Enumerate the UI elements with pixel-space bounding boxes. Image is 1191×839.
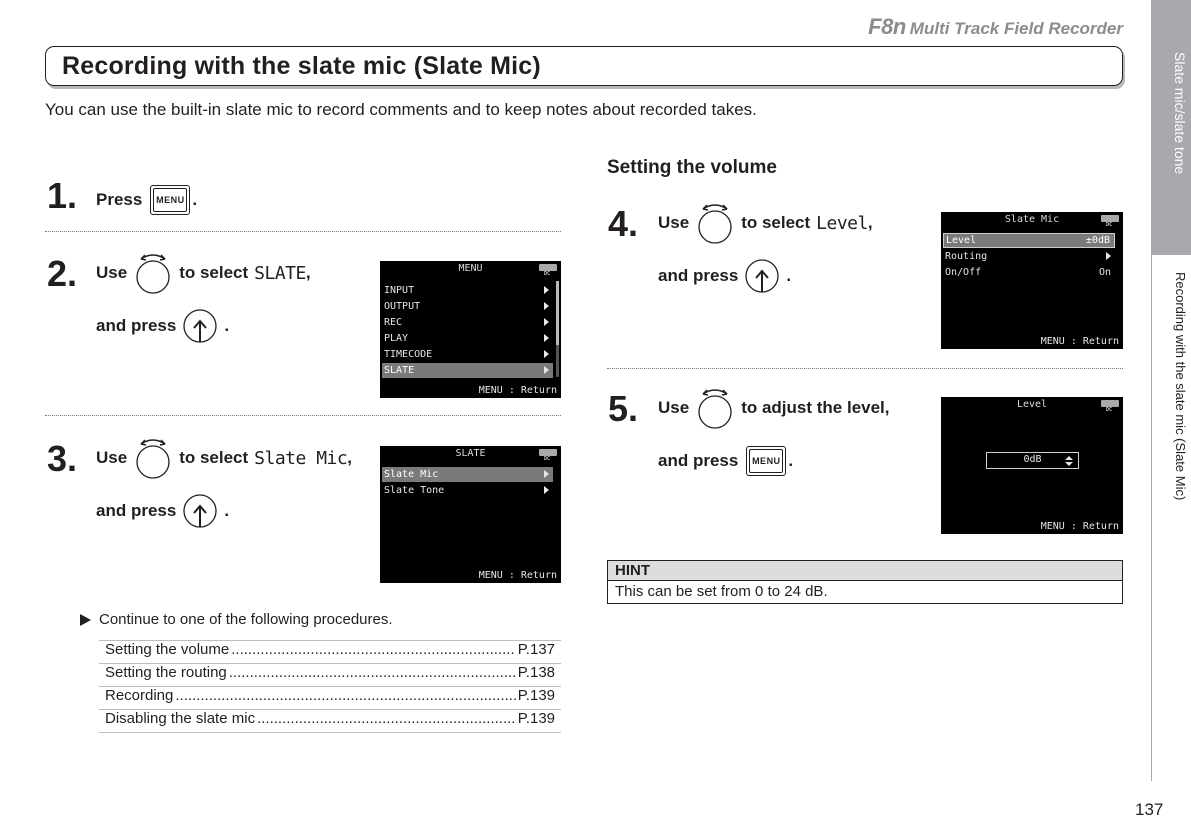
page-number: 137 — [1135, 800, 1164, 819]
lcd-slate-screen — [380, 446, 561, 583]
lcd-menu-screen — [380, 261, 561, 398]
page-title: Recording with the slate mic (Slate Mic) — [62, 51, 541, 80]
step-2-comma: , — [305, 263, 311, 282]
lcd-slate-mic-footer: MENU : Return — [1040, 336, 1119, 347]
lcd-slate-mic-screen — [941, 212, 1123, 349]
lcd-slate-mic-value: On — [1098, 267, 1111, 278]
section-heading: Setting the volume — [607, 157, 777, 178]
procedure-page: P.138 — [517, 664, 555, 681]
lcd-slate-mic-title: Slate Mic — [1004, 214, 1060, 225]
arrow-up-icon — [1065, 456, 1073, 460]
lcd-menu-item-label: INPUT — [384, 285, 415, 296]
procedure-label: Setting the routing — [105, 664, 227, 681]
step-4-line-2 — [658, 254, 791, 298]
procedure-page: P.139 — [517, 687, 555, 704]
hint-box — [607, 560, 1123, 604]
step-2-and-press: and press — [96, 316, 177, 335]
procedure-label: Disabling the slate mic — [105, 710, 256, 727]
lcd-slate-item-label: Slate Tone — [384, 485, 445, 496]
step-1-number: 1. — [47, 175, 78, 216]
step-2-line-1 — [96, 248, 311, 298]
lcd-menu-item-label: REC — [384, 317, 403, 328]
procedure-link[interactable] — [99, 687, 561, 710]
intro-text: You can use the built-in slate mic to record comments and to keep notes about recorded takes. — [45, 100, 757, 119]
procedure-label: Setting the volume — [105, 641, 230, 658]
step-4-number: 4. — [608, 203, 639, 244]
step-2-line-2 — [96, 304, 229, 348]
separator-1 — [45, 231, 561, 232]
procedure-link[interactable] — [99, 710, 561, 733]
step-2-use-word: Use — [96, 263, 128, 282]
hint-text: This can be set from 0 to 24 dB. — [615, 583, 828, 600]
dial-press-icon — [180, 304, 220, 348]
step-4-to-select: to select — [741, 213, 811, 232]
lcd-level-title: Level — [1016, 399, 1048, 410]
step-1-period: . — [192, 190, 198, 209]
separator-2 — [45, 415, 561, 416]
arrow-right-icon — [544, 286, 549, 294]
side-section-label: Slate mic/slate tone — [1172, 52, 1188, 175]
lcd-slate-item-label: Slate Mic — [384, 469, 439, 480]
hint-label: HINT — [608, 561, 1122, 581]
title-box — [45, 46, 1123, 86]
arrow-right-icon — [544, 318, 549, 326]
step-2-item: SLATE — [254, 262, 306, 284]
lcd-menu-footer: MENU : Return — [478, 385, 557, 396]
step-2-period: . — [224, 316, 230, 335]
battery-icon — [539, 449, 557, 463]
step-3-period: . — [224, 501, 230, 520]
arrow-right-icon — [544, 350, 549, 358]
procedure-label: Recording — [105, 687, 174, 704]
step-5-to-adjust: to adjust the level, — [741, 398, 890, 417]
lcd-level-screen — [941, 397, 1123, 534]
lcd-slate-mic-item — [943, 265, 1115, 280]
menu-key-label: MENU — [156, 195, 185, 205]
menu-key-label: MENU — [752, 456, 781, 466]
arrow-down-icon — [1065, 462, 1073, 466]
lcd-slate-mic-item-selected — [943, 233, 1115, 248]
lcd-slate-footer: MENU : Return — [478, 570, 557, 581]
lcd-level-value: 0dB — [1023, 454, 1042, 465]
lcd-slate-mic-label: Level — [946, 235, 977, 246]
step-5-line-1 — [658, 383, 890, 433]
battery-label: DC — [1106, 222, 1113, 228]
step-2-to-select: to select — [179, 263, 249, 282]
dial-icon — [695, 201, 735, 245]
procedure-link[interactable] — [99, 641, 561, 664]
lcd-level-footer: MENU : Return — [1040, 521, 1119, 532]
lcd-menu-item — [382, 347, 553, 362]
header-product-name: Multi Track Field Recorder — [909, 19, 1123, 38]
dial-icon — [133, 436, 173, 480]
arrow-right-icon — [1106, 252, 1111, 260]
procedure-list — [99, 640, 561, 733]
lcd-menu-item — [382, 331, 553, 346]
separator-3 — [607, 368, 1123, 369]
lcd-menu-item-label: SLATE — [384, 365, 415, 376]
arrow-right-icon — [544, 366, 549, 374]
lcd-slate-item — [382, 483, 553, 498]
side-subsection-label: Recording with the slate mic (Slate Mic) — [1173, 272, 1188, 501]
dial-icon — [695, 386, 735, 430]
step-5-period: . — [788, 451, 794, 470]
lcd-slate-mic-item — [943, 249, 1115, 264]
step-3-and-press: and press — [96, 501, 177, 520]
step-1-line — [96, 184, 197, 216]
step-5-number: 5. — [608, 388, 639, 429]
battery-label: DC — [1106, 407, 1113, 413]
step-5-use-word: Use — [658, 398, 690, 417]
step-3-number: 3. — [47, 438, 78, 479]
dial-press-icon — [742, 254, 782, 298]
lcd-menu-item-label: TIMECODE — [384, 349, 433, 360]
lcd-scrollbar — [556, 281, 559, 377]
lcd-menu-item-selected — [382, 363, 553, 378]
lcd-slate-item-selected — [382, 467, 553, 482]
arrow-right-icon — [544, 470, 549, 478]
battery-label: DC — [544, 271, 551, 277]
step-3-comma: , — [347, 448, 352, 467]
procedure-link[interactable] — [99, 664, 561, 687]
battery-label: DC — [544, 456, 551, 462]
lcd-slate-mic-label: Routing — [945, 251, 988, 262]
arrow-right-icon — [544, 302, 549, 310]
step-2-number: 2. — [47, 253, 78, 294]
continue-text: Continue to one of the following procedures. — [99, 611, 393, 628]
triangle-bullet-icon — [80, 614, 91, 626]
step-3-to-select: to select — [179, 448, 249, 467]
header-product — [868, 14, 1123, 40]
step-4-period: . — [786, 266, 792, 285]
dial-icon — [133, 251, 173, 295]
step-4-use-word: Use — [658, 213, 690, 232]
step-3-line-1 — [96, 433, 352, 483]
step-4-line-1 — [658, 198, 873, 248]
step-3-item: Slate Mic — [254, 447, 348, 469]
lcd-level-value-box — [986, 452, 1079, 469]
lcd-slate-mic-label: On/Off — [945, 267, 982, 278]
step-3-line-2 — [96, 489, 229, 533]
menu-key-icon — [746, 446, 786, 476]
step-5-line-2 — [658, 444, 793, 478]
lcd-slate-title: SLATE — [455, 448, 486, 459]
lcd-menu-item — [382, 283, 553, 298]
header-model: F8n — [868, 14, 906, 39]
lcd-menu-item — [382, 299, 553, 314]
arrow-right-icon — [544, 486, 549, 494]
lcd-menu-title: MENU — [458, 263, 483, 274]
lcd-menu-item-label: OUTPUT — [384, 301, 421, 312]
step-5-and-press: and press — [658, 451, 739, 470]
step-1-press-word: Press — [96, 190, 143, 209]
step-4-and-press: and press — [658, 266, 739, 285]
step-4-comma: , — [867, 213, 873, 232]
continue-note — [80, 611, 393, 628]
battery-icon — [539, 264, 557, 278]
dial-press-icon — [180, 489, 220, 533]
procedure-page: P.137 — [517, 641, 555, 658]
battery-icon — [1101, 215, 1119, 229]
lcd-menu-item-label: PLAY — [384, 333, 409, 344]
menu-key-icon — [150, 185, 190, 215]
lcd-slate-mic-value: ±0dB — [1085, 235, 1110, 246]
procedure-page: P.139 — [517, 710, 555, 727]
battery-icon — [1101, 400, 1119, 414]
arrow-right-icon — [544, 334, 549, 342]
step-3-use-word: Use — [96, 448, 128, 467]
step-4-item: Level — [816, 212, 868, 234]
side-divider — [1151, 255, 1152, 781]
lcd-menu-item — [382, 315, 553, 330]
